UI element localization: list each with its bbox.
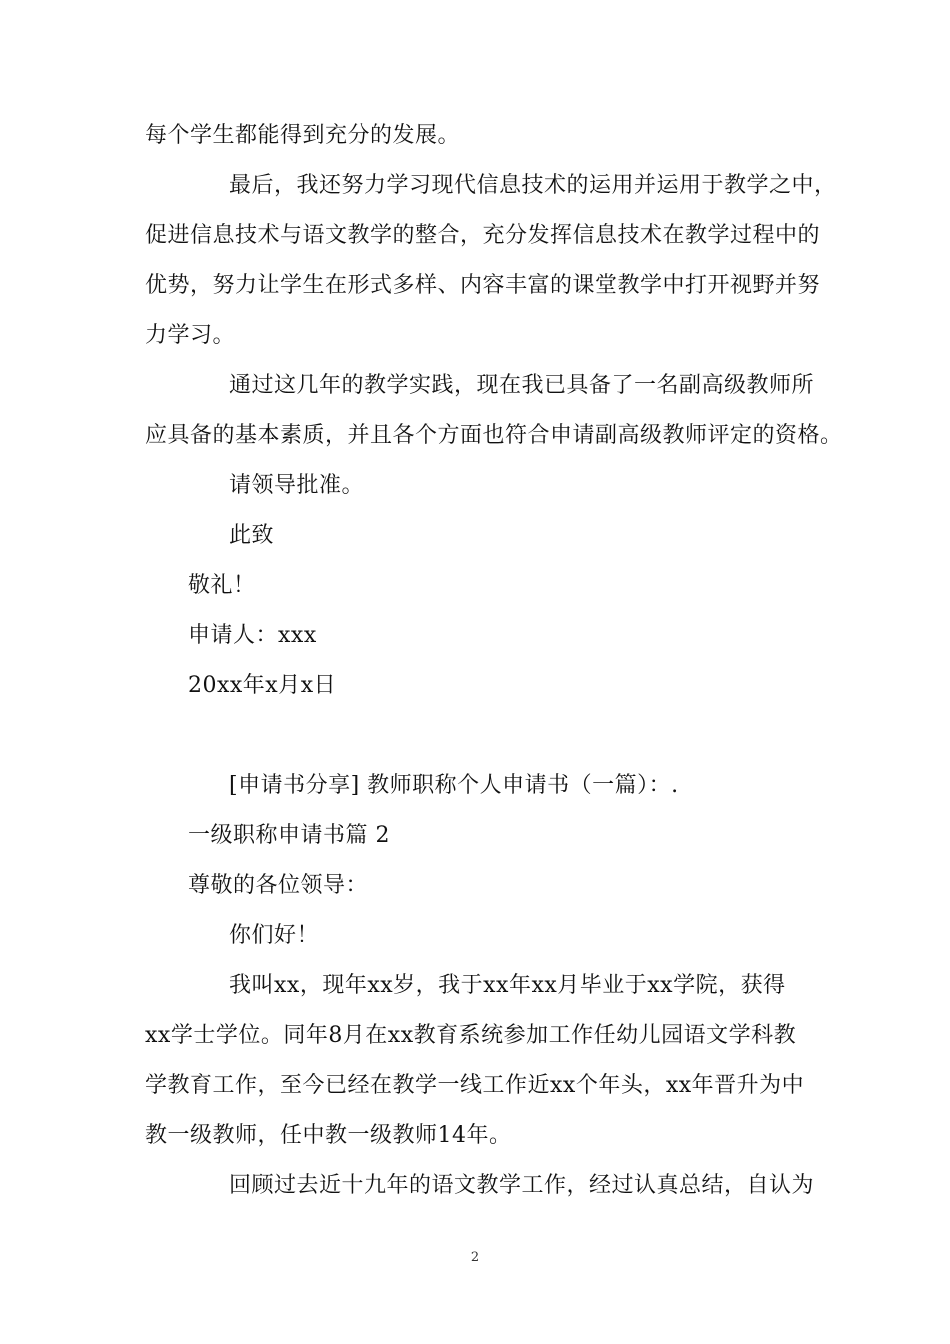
text-line: 请领导批准。 xyxy=(229,473,365,498)
salutation: 尊敬的各位领导： xyxy=(188,873,369,898)
text-line: xx学士学位。同年8月在xx教育系统参加工作任幼儿园语文学科教 xyxy=(145,1023,797,1048)
date-line: 20xx年x月x日 xyxy=(188,673,337,698)
text-line: 敬礼！ xyxy=(188,573,256,598)
section-heading: [申请书分享] 教师职称个人申请书（一篇）：. xyxy=(229,773,679,798)
text-line: 学教育工作，至今已经在教学一线工作近xx个年头，xx年晋升为中 xyxy=(145,1073,805,1098)
text-line: 我叫xx，现年xx岁，我于xx年xx月毕业于xx学院，获得 xyxy=(229,973,786,998)
text-line: 促进信息技术与语文教学的整合，充分发挥信息技术在教学过程中的 xyxy=(145,223,821,248)
greeting: 你们好！ xyxy=(229,923,320,948)
text-line: 通过这几年的教学实践，现在我已具备了一名副高级教师所 xyxy=(229,373,815,398)
applicant-line: 申请人：xxx xyxy=(188,623,317,648)
section-title: 一级职称申请书篇 2 xyxy=(188,823,390,848)
page-number: 2 xyxy=(470,1250,480,1265)
text-line: 最后，我还努力学习现代信息技术的运用并运用于教学之中， xyxy=(229,173,837,198)
text-line: 优势，努力让学生在形式多样、内容丰富的课堂教学中打开视野并努 xyxy=(145,273,821,298)
text-line: 回顾过去近十九年的语文教学工作，经过认真总结，自认为 xyxy=(229,1173,815,1198)
text-line: 此致 xyxy=(229,523,275,548)
text-line: 应具备的基本素质，并且各个方面也符合申请副高级教师评定的资格。 xyxy=(145,423,843,448)
text-line: 每个学生都能得到充分的发展。 xyxy=(145,123,461,148)
text-line: 力学习。 xyxy=(145,323,236,348)
text-line: 教一级教师，任中教一级教师14年。 xyxy=(145,1123,512,1148)
